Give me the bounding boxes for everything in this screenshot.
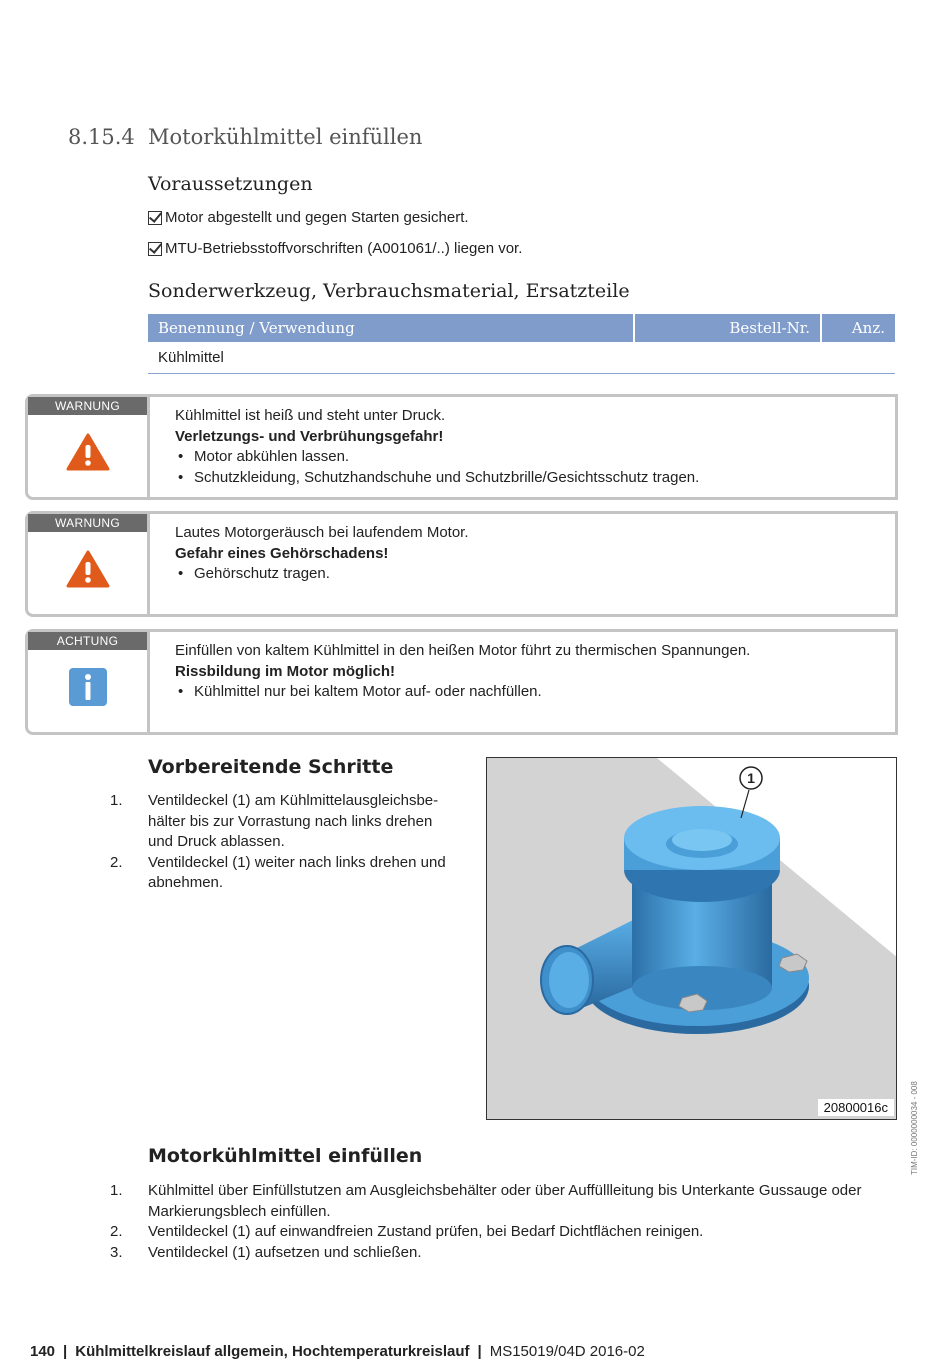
prep-heading: Vorbereitende Schritte [148, 756, 394, 778]
notice-side [28, 397, 150, 497]
page-number: 140 [30, 1343, 56, 1360]
prerequisite-item: MTU-Betriebsstoffvorschriften (A001061/..) liegen vor. [148, 240, 522, 257]
notice-bullet: • Schutzkleidung, Schutzhandschuhe und Schutzbrille/Gesichtsschutz tragen. [175, 468, 895, 489]
prep-steps [0, 791, 480, 894]
tools-table [148, 314, 895, 374]
notice-text: Lautes Motorgeräusch bei laufendem Motor. [175, 524, 469, 541]
coolant-valve-cap-illustration [487, 758, 897, 1120]
document-id: TIM-ID: 0000000034 - 008 [910, 1081, 919, 1175]
figure-code: 20800016c [818, 1099, 894, 1116]
notice-tag: WARNUNG [28, 514, 147, 532]
notice-bullet: • Kühlmittel nur bei kaltem Motor auf- oder nachfüllen. [175, 682, 895, 703]
page-footer: 140 | Kühlmittelkreislauf allgemein, Hochtemperaturkreislauf | MS15019/04D 2016-02 [30, 1343, 645, 1360]
notice-bullet: • Gehörschutz tragen. [175, 564, 895, 585]
list-item: 1. Kühlmittel über Einfüllstutzen am Ausgleichsbehälter oder über Auffüllleitung bis Unterkante Gussauge oder Markierungsblech einfüllen. [110, 1182, 862, 1220]
figure-callout: 1 [747, 770, 755, 786]
notice-side [28, 632, 150, 732]
chapter-title: Kühlmittelkreislauf allgemein, Hochtemperaturkreislauf [75, 1343, 470, 1360]
notice-body [175, 632, 895, 703]
section-number: 8.15.4 [68, 125, 135, 149]
tools-heading: Sonderwerkzeug, Verbrauchsmaterial, Ersatzteile [148, 280, 630, 302]
list-item: 2. Ventildeckel (1) weiter nach links drehen und abnehmen. [110, 853, 446, 891]
fill-steps [0, 1181, 900, 1263]
column-header: Anz. [822, 314, 895, 342]
fill-heading: Motorkühlmittel einfüllen [148, 1145, 423, 1167]
checkbox-checked-icon [148, 242, 162, 256]
column-header: Benennung / Verwendung [148, 314, 633, 342]
column-header: Bestell-Nr. [635, 314, 820, 342]
section-heading [68, 125, 422, 149]
list-item: 3. Ventildeckel (1) aufsetzen und schließen. [110, 1243, 422, 1261]
part-figure [486, 757, 897, 1120]
notice-body [175, 514, 895, 585]
notice-tag: ACHTUNG [28, 632, 147, 650]
checkbox-checked-icon [148, 211, 162, 225]
notice-hazard: Gefahr eines Gehörschadens! [175, 544, 389, 562]
warning-triangle-icon [66, 550, 110, 588]
prerequisite-item: Motor abgestellt und gegen Starten gesichert. [148, 209, 469, 226]
list-item: 2. Ventildeckel (1) auf einwandfreien Zustand prüfen, bei Bedarf Dichtflächen reinigen. [110, 1223, 704, 1240]
warning-triangle-icon [66, 433, 110, 471]
notice-text: Einfüllen von kaltem Kühlmittel in den heißen Motor führt zu thermischen Spannungen. [175, 642, 751, 659]
document-code: MS15019/04D 2016-02 [489, 1343, 645, 1360]
notice-bullet: • Motor abkühlen lassen. [175, 447, 895, 468]
table-cell: Kühlmittel [158, 349, 224, 366]
info-icon [69, 668, 107, 706]
warning-notice [25, 394, 898, 500]
notice-hazard: Rissbildung im Motor möglich! [175, 662, 395, 680]
notice-text: Kühlmittel ist heiß und steht unter Druck. [175, 407, 446, 424]
prerequisites-heading: Voraussetzungen [148, 173, 313, 195]
caution-notice [25, 629, 898, 735]
notice-hazard: Verletzungs- und Verbrühungsgefahr! [175, 427, 444, 445]
notice-side [28, 514, 150, 614]
warning-notice [25, 511, 898, 617]
list-item: 1. Ventildeckel (1) am Kühlmittelausgleichsbe- hälter bis zur Vorrastung nach links drehen und Druck ablassen. [110, 792, 439, 850]
table-row [148, 342, 895, 374]
table-header [148, 314, 895, 342]
notice-body [175, 397, 895, 488]
notice-tag: WARNUNG [28, 397, 147, 415]
section-title: Motorkühlmittel einfüllen [148, 125, 423, 149]
